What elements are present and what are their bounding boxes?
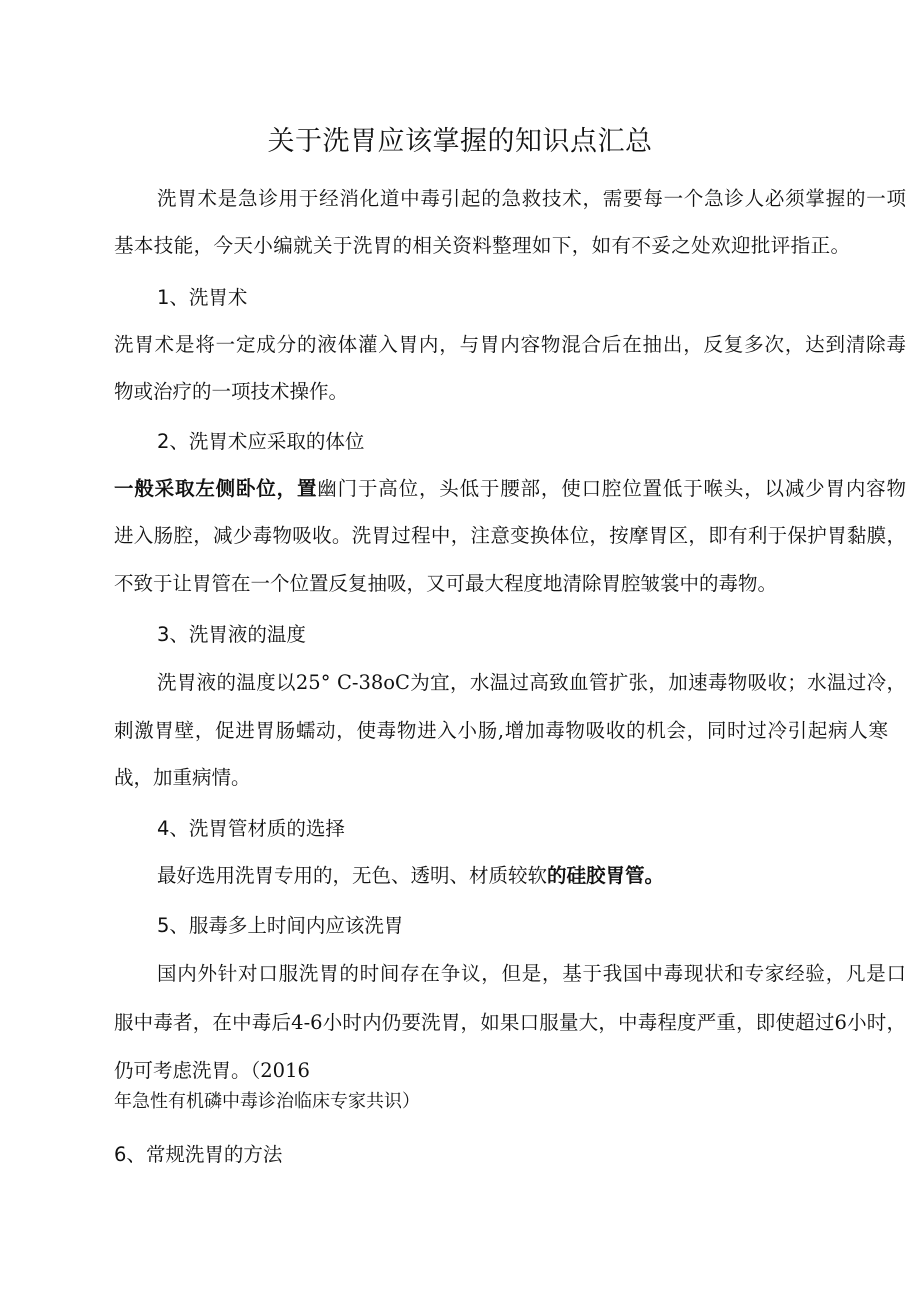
section5-line-1: 国内外针对口服洗胃的时间存在争议，但是，基于我国中毒现状和专家经验，凡是口 [157, 962, 906, 985]
section2-line-2: 进入肠腔，减少毒物吸收。洗胃过程中，注意变换体位，按摩胃区，即有利于保护胃黏膜， [114, 524, 906, 547]
intro-line-1: 洗胃术是急诊用于经消化道中毒引起的急救技术，需要每一个急诊人必须掌握的一项 [157, 187, 906, 210]
section1-line-2: 物或治疗的一项技术操作。 [114, 380, 349, 403]
section-heading-6: 6、常规洗胃的方法 [114, 1143, 283, 1166]
section2-line-1 [114, 474, 906, 504]
section3-line-1: 洗胃液的温度以25° C-38oC为宜，水温过高致血管扩张，加速毒物吸收；水温过冷， [157, 671, 906, 694]
section-heading-1: 1、洗胃术 [157, 286, 248, 309]
section-heading-5: 5、服毒多上时间内应该洗胃 [157, 914, 404, 937]
section4-line-1 [157, 861, 906, 891]
section5-line-2: 服中毒者，在中毒后4-6小时内仍要洗胃，如果口服量大，中毒程度严重，即使超过6小时， [114, 1011, 906, 1034]
section-heading-4: 4、洗胃管材质的选择 [157, 817, 345, 840]
section4-line-1-text: 最好选用洗胃专用的，无色、透明、材质较软 [157, 864, 548, 887]
section-heading-3: 3、洗胃液的温度 [157, 623, 306, 646]
section2-emphasis: 一般采取左侧卧位，置 [114, 477, 318, 500]
section-heading-2: 2、洗胃术应采取的体位 [157, 430, 365, 453]
section5-line-4: 年急性有机磷中毒诊治临床专家共识） [114, 1091, 420, 1112]
section2-line-1-rest: 幽门于高位，头低于腰部，使口腔位置低于喉头，以减少胃内容物 [317, 477, 906, 500]
section3-line-3: 战，加重病情。 [114, 766, 251, 789]
section3-line-2: 刺激胃壁，促进胃肠蠕动，使毒物进入小肠,增加毒物吸收的机会，同时过冷引起病人寒 [114, 719, 888, 742]
section2-line-3: 不致于让胃管在一个位置反复抽吸，又可最大程度地清除胃腔皱裳中的毒物。 [114, 572, 778, 595]
section4-emphasis: 的硅胶胃管。 [547, 864, 665, 887]
page-title: 关于洗胃应该掌握的知识点汇总 [267, 126, 653, 157]
section1-line-1: 洗胃术是将一定成分的液体灌入胃内，与胃内容物混合后在抽出，反复多次，达到清除毒 [114, 333, 906, 356]
section5-line-3: 仍可考虑洗胃。（2016 [114, 1059, 310, 1082]
intro-line-2: 基本技能，今天小编就关于洗胃的相关资料整理如下，如有不妥之处欢迎批评指正。 [114, 234, 850, 257]
